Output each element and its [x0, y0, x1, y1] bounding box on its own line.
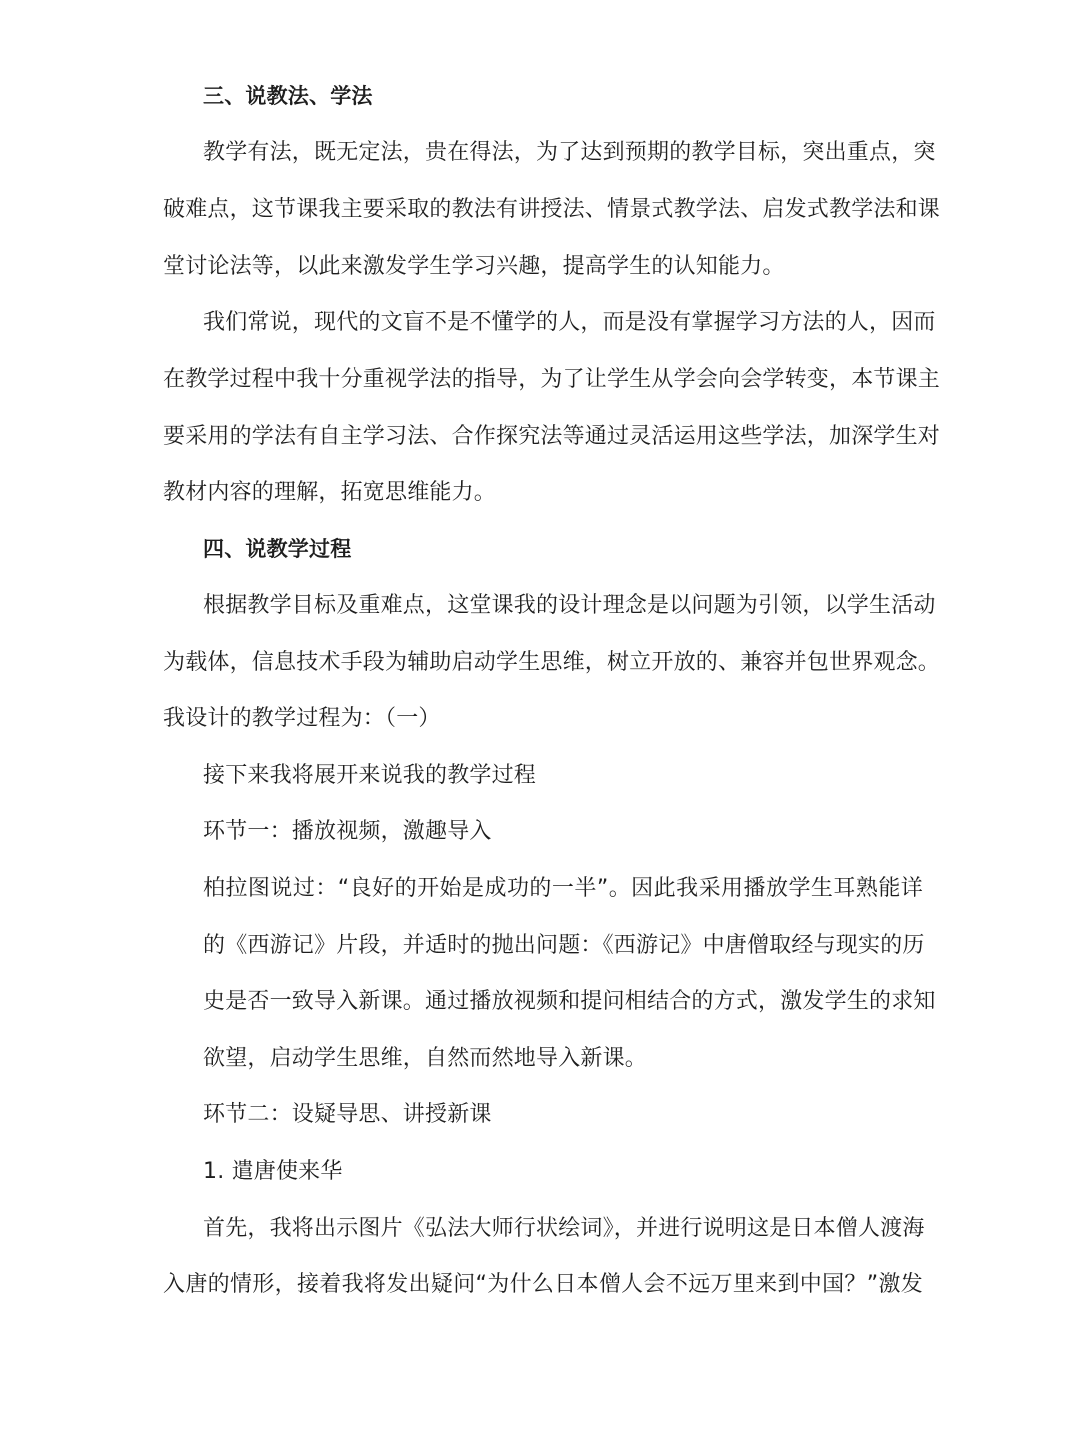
paragraph-line: 柏拉图说过：“良好的开始是成功的一半”。因此我采用播放学生耳熟能详 — [203, 876, 923, 901]
subsection-title: 环节二：设疑导思、讲授新课 — [203, 1102, 492, 1127]
paragraph-line: 要采用的学法有自主学习法、合作探究法等通过灵活运用这些学法，加深学生对 — [163, 424, 941, 449]
paragraph-line: 破难点，这节课我主要采取的教法有讲授法、情景式教学法、启发式教学法和课 — [163, 197, 941, 222]
paragraph-line: 为载体，信息技术手段为辅助启动学生思维，树立开放的、兼容并包世界观念。 — [163, 650, 941, 675]
paragraph-line: 入唐的情形，接着我将发出疑问“为什么日本僧人会不远万里来到中国？”激发 — [163, 1272, 923, 1297]
paragraph-line: 教学有法，既无定法，贵在得法，为了达到预期的教学目标，突出重点，突 — [203, 140, 936, 165]
paragraph-line: 欲望，启动学生思维，自然而然地导入新课。 — [203, 1046, 648, 1071]
section-heading: 四、说教学过程 — [203, 537, 352, 561]
paragraph-line: 我设计的教学过程为：（一） — [163, 706, 441, 731]
paragraph-line: 的《西游记》片段，并适时的抛出问题：《西游记》中唐僧取经与现实的历 — [203, 933, 925, 958]
paragraph-line: 根据教学目标及重难点，这堂课我的设计理念是以问题为引领，以学生活动 — [203, 593, 936, 618]
paragraph-line: 我们常说，现代的文盲不是不懂学的人，而是没有掌握学习方法的人，因而 — [203, 310, 936, 335]
paragraph-line: 教材内容的理解，拓宽思维能力。 — [163, 480, 497, 505]
paragraph-line: 在教学过程中我十分重视学法的指导，为了让学生从学会向会学转变，本节课主 — [163, 367, 941, 392]
paragraph-line: 堂讨论法等，以此来激发学生学习兴趣，提高学生的认知能力。 — [163, 254, 785, 279]
paragraph-line: 史是否一致导入新课。通过播放视频和提问相结合的方式，激发学生的求知 — [203, 989, 936, 1014]
paragraph-line: 接下来我将展开来说我的教学过程 — [203, 763, 537, 788]
section-heading: 三、说教法、学法 — [203, 84, 373, 108]
numbered-item-title: 1. 遣唐使来华 — [203, 1159, 343, 1184]
paragraph-line: 首先，我将出示图片《弘法大师行状绘词》，并进行说明这是日本僧人渡海 — [203, 1216, 925, 1241]
subsection-title: 环节一：播放视频，激趣导入 — [203, 819, 492, 844]
